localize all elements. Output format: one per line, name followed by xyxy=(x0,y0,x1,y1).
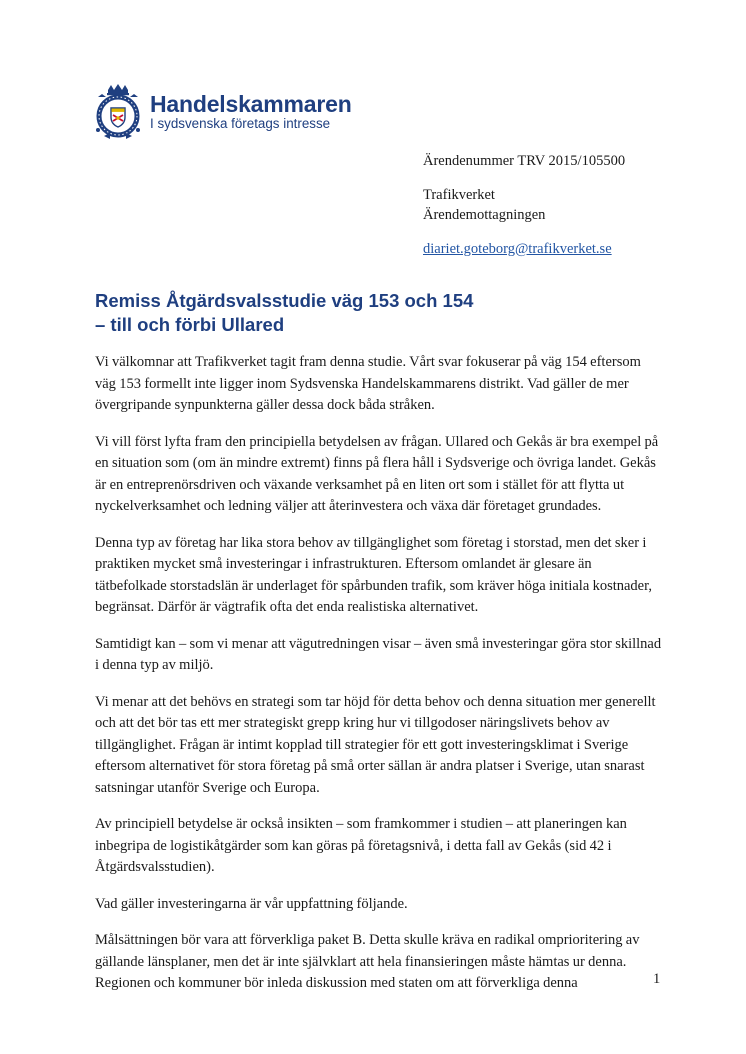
title-line-2: – till och förbi Ullared xyxy=(95,314,285,335)
email-paragraph xyxy=(423,239,625,259)
crest-icon xyxy=(94,84,142,140)
document-title xyxy=(95,289,473,337)
logo-text xyxy=(150,92,352,132)
paragraph: Samtidigt kan – som vi menar att vägutredningen visar – även små investeringar göra stor skillnad i denna typ av miljö. xyxy=(95,635,662,673)
title-line-1: Remiss Åtgärdsvalsstudie väg 153 och 154 xyxy=(95,290,474,311)
reference-number: Ärendenummer TRV 2015/105500 xyxy=(423,153,626,169)
recipient-line-2: Ärendemottagningen xyxy=(423,207,546,223)
paragraph: Vi menar att det behövs en strategi som tar höjd för detta behov och denna situation mer generellt och att det bör tas ett mer strategiskt grepp kring hur vi tillgodoser näringslivets behov av tillgänglighet. Frågan är intimt kopplad till strategier för ett gott investeringsklimat i Sverige eftersom alternativet för stora företag på små orter sällan är andra platser i Sverige, utan snarast satsningar utanför Sverige och Europa. xyxy=(95,693,656,796)
recipient xyxy=(423,185,625,225)
paragraph: Vad gäller investeringarna är vår uppfattning följande. xyxy=(95,895,408,912)
recipient-line-1: Trafikverket xyxy=(423,187,495,203)
logo-name: Handelskammaren xyxy=(150,91,352,117)
paragraph: Vi välkomnar att Trafikverket tagit fram denna studie. Vårt svar fokuserar på väg 154 eftersom väg 153 formellt inte ligger inom Sydsvenska Handelskammarens distrikt. Vad gäller de mer övergripande synpunkterna gäller dessa dock båda stråken. xyxy=(95,354,641,413)
paragraph: Denna typ av företag har lika stora behov av tillgänglighet som företag i storstad, men det sker i praktiken mycket små investeringar i infrastrukturen. Eftersom omlandet är glesare än tätbefolkade storstadslän är underlaget för spårbunden trafik, som kräver höga initiala kostnader, begränsat. Därför är vägtrafik ofta det enda realistiska alternativet. xyxy=(95,534,652,615)
paragraph: Vi vill först lyfta fram den principiella betydelsen av frågan. Ullared och Gekås är bra exempel på en situation som (om än mindre extremt) finns på flera håll i Sydsverige och övriga landet. Gekås är en entreprenörsdriven och växande verksamhet på en liten ort som i stället för att flytta ut nyckelverksamhet och ledning väljer att återinvestera och växa där företaget grundades. xyxy=(95,433,659,514)
paragraph: Målsättningen bör vara att förverkliga paket B. Detta skulle kräva en radikal omprioritering av gällande länsplaner, men det är inte självklart att hela finansieringen måste hämtas ur denna. Regionen och kommuner bör inleda diskussion med staten om att förverkliga denna xyxy=(95,932,640,991)
document-body xyxy=(95,352,665,1010)
handelskammaren-logo xyxy=(94,84,352,140)
email-link[interactable]: diariet.goteborg@trafikverket.se xyxy=(423,241,612,257)
page-number: 1 xyxy=(653,971,661,987)
logo-tagline: I sydsvenska företags intresse xyxy=(150,116,331,131)
address-block xyxy=(423,151,625,273)
paragraph: Av principiell betydelse är också insikten – som framkommer i studien – att planeringen kan inbegripa de logistikåtgärder som kan göras på företagsnivå, i detta fall av Gekås (sid 42 i Åtgärdsvalsstudien). xyxy=(95,816,627,875)
